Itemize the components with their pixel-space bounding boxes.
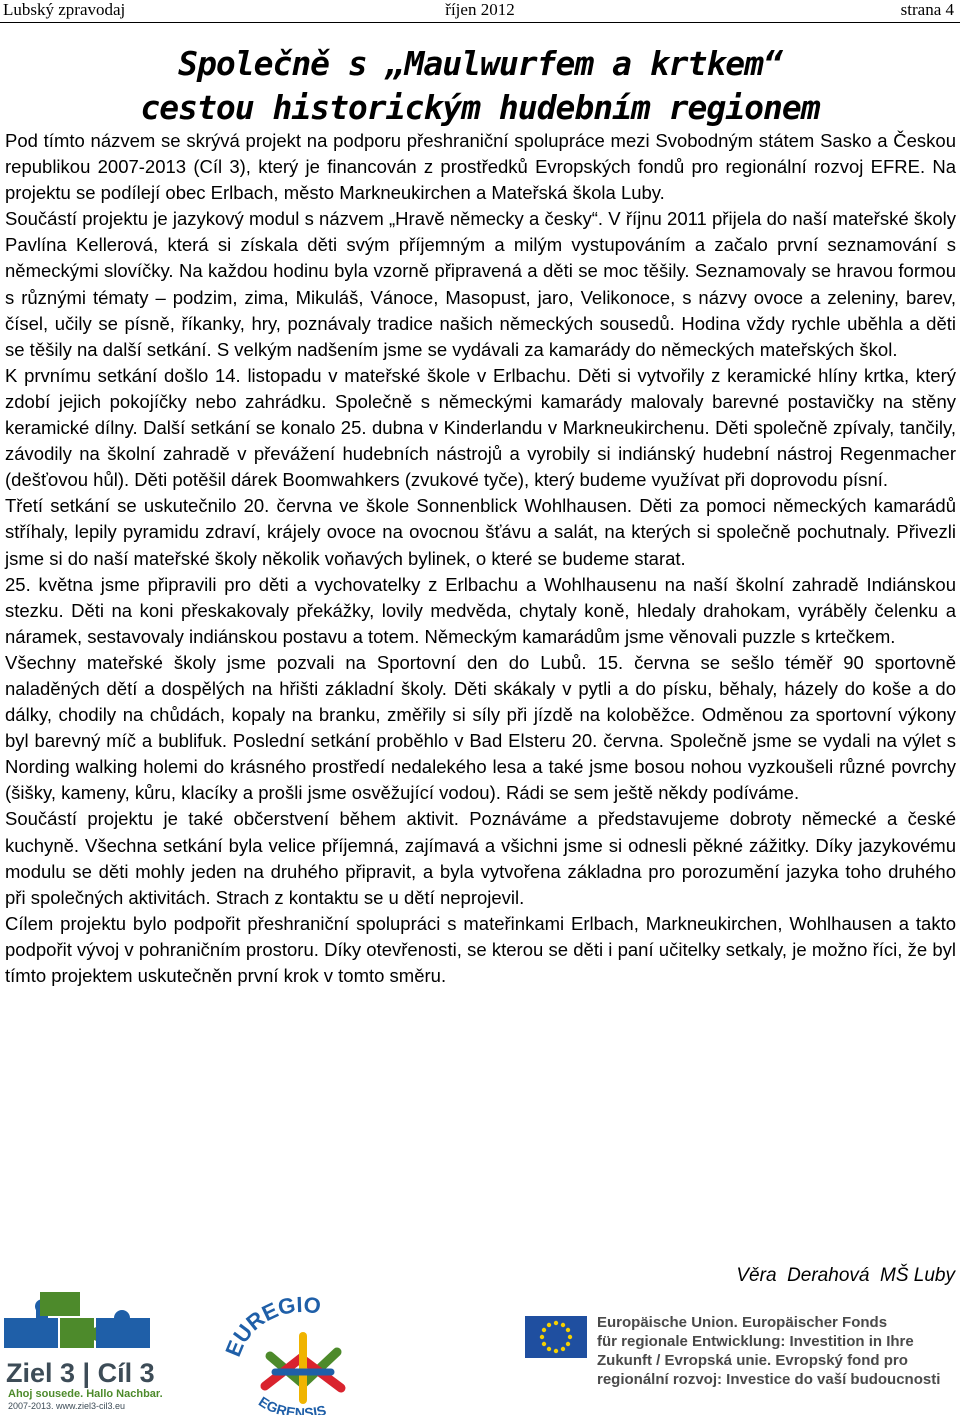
header-date: říjen 2012	[445, 0, 515, 19]
ziel-url: 2007-2013. www.ziel3-cil3.eu	[8, 1401, 126, 1411]
paragraph: Součástí projektu je také občerstvení během aktivit. Poznáváme a představujeme dobroty německé a české kuchyně. Všechna setkání byla velice příjemná, zajímavá a všichni jsme si odnesli pěkné zážitky. Díky jazykovému modulu se děti mohly jeden na druhého připravit, a byla vytvořena základna pro porozumění jazyka toho druhého při společných aktivitách. Strach z kontaktu se u dětí neprojevil.	[5, 808, 956, 908]
eu-text-line: Zukunft / Evropská unie. Evropský fond pro	[597, 1352, 908, 1369]
paragraph: Součástí projektu je jazykový modul s názvem „Hravě německy a česky“. V říjnu 2011 přijela do naší mateřské školy Pavlína Kellerová, která si získala děti svým příjemným a milým vystupováním a začalo první seznamování s německými slovíčky. Na každou hodinu byla vzorně připravená a děti se moc těšily. Seznamovaly se hravou formou s různými tématy – podzim, zima, Mikuláš, Vánoce, Masopust, jaro, Velikonoce, s názvy ovoce a zeleniny, barev, čísel, učily se písně, říkanky, hry, poznávaly tradice našich německých sousedů. Hodina vždy rychle uběhla a děti se těšily na další setkání. S velkým nadšením jsme se vydávali za kamarády do německých mateřských škol.	[5, 208, 956, 360]
paragraph: Cílem projektu bylo podpořit přeshraniční spolupráci s mateřinkami Erlbach, Markneukirchen, Wohlhausen a takto podpořit vývoj v pohraničním prostoru. Díky otevřenosti, se kterou se děti i paní učitelky setkaly, je možno říci, že byl tímto projektem uskutečněn první krok v tomto směru.	[5, 912, 956, 986]
logo-strip	[0, 1288, 960, 1415]
article-body	[5, 128, 956, 989]
author-signature: Věra Derahová MŠ Luby	[736, 1265, 955, 1286]
paragraph: K prvnímu setkání došlo 14. listopadu v mateřské škole v Erlbachu. Děti si vytvořily z keramické hlíny krtka, který zdobí jejich pokojíčky nebo zahrádku. Společně s německými kamarády malovaly barevné postavičky na stěny keramické dílny. Další setkání se konalo 25. dubna v Kinderlandu v Markneukirchenu. Děti společně zpívaly, tančily, závodily na školní zahradě v převážení hudebních nástrojů a vyrobily si indiánský hudební nástroj Regenmacher (dešťovou hůl). Děti potěšil dárek Boomwahkers (zvukové tyče), který budeme využívat při doprovodu písní.	[5, 364, 956, 491]
ziel3-logo	[0, 1288, 165, 1415]
ziel-slogan: Ahoj sousede. Hallo Nachbar.	[8, 1388, 163, 1400]
eu-funding-text	[597, 1313, 940, 1389]
paragraph: 25. května jsme připravili pro děti a vychovatelky z Erlbachu a Wohlhausenu na naší školní zahradě Indiánskou stezku. Děti na koni přeskakovaly překážky, lovily medvěda, chytaly koně, hledaly drahokam, vyráběly čelenku a náramek, sestavovaly indiánskou postavu a totem. Německým kamarádům jsme věnovali puzzle s krtečkem.	[5, 573, 956, 647]
paragraph: Pod tímto názvem se skrývá projekt na podporu přeshraniční spolupráce mezi Svobodným státem Sasko a Českou republikou 2007-2013 (Cíl 3), který je financován z prostředků Evropských fondů pro regionální rozvoj EFRE. Na projektu se podílejí obec Erlbach, město Markneukirchen a Mateřská škola Luby.	[5, 130, 956, 204]
euregio-egrensis-logo	[215, 1296, 390, 1415]
eu-funding-logo	[525, 1308, 955, 1415]
article-title-line-1: Společně s „Maulwurfem a krtkem“	[178, 44, 782, 83]
euregio-top-text: EUREGIO	[220, 1296, 323, 1360]
eu-text-line: für regionale Entwicklung: Investition in Ihre	[597, 1333, 914, 1350]
eu-flag-icon	[525, 1316, 587, 1358]
euregio-emblem-icon	[215, 1296, 390, 1415]
page-header	[0, 0, 960, 23]
svg-text:EGRENSIS	[256, 1393, 328, 1415]
ziel-main-text: Ziel 3 | Cíl 3	[6, 1358, 155, 1388]
svg-text:EUREGIO	[220, 1296, 322, 1360]
paragraph: Třetí setkání se uskutečnilo 20. června ve škole Sonnenblick Wohlhausen. Děti za pomoci německých kamarádů stříhaly, lepily pyramidu zdraví, krájely ovoce na ovocnou šťávu a salát, na kterých si společně pochutnaly. Přivezli jsme si do naší mateřské školy několik voňavých bylinek, o které se budeme starat.	[5, 495, 956, 569]
header-page-number: strana 4	[900, 0, 954, 19]
paragraph: Všechny mateřské školy jsme pozvali na Sportovní den do Lubů. 15. června se sešlo téměř 90 sportovně naladěných dětí a dospělých na hřišti základní školy. Děti skákaly v pytli a do písku, běhaly, házely do koše a do dálky, chodily na chůdách, kopaly na branku, změřily si síly při jízdě na koloběžce. Odměnou za sportovní výkony byl barevný míč a bublifuk. Poslední setkání proběhlo v Bad Elsteru 20. června. Společně jsme se vydali na výlet s Nording walking holemi do krásného prostředí nedalekého lesa a také jsme bosou nohou vyzkoušeli různé povrchy (šišky, kameny, kůru, klacíky a prošli jsme osvěžující vodou). Rádi se sem ještě někdy podíváme.	[5, 651, 956, 804]
puzzle-icon	[0, 1288, 165, 1358]
article-title-line-2: cestou historickým hudebním regionem	[140, 88, 820, 127]
eu-text-line: Europäische Union. Europäischer Fonds	[597, 1314, 888, 1331]
euregio-bottom-text: EGRENSIS	[255, 1393, 328, 1415]
header-publication: Lubský zpravodaj	[3, 0, 126, 19]
eu-text-line: regionální rozvoj: Investice do vaší budoucnosti	[597, 1371, 941, 1388]
